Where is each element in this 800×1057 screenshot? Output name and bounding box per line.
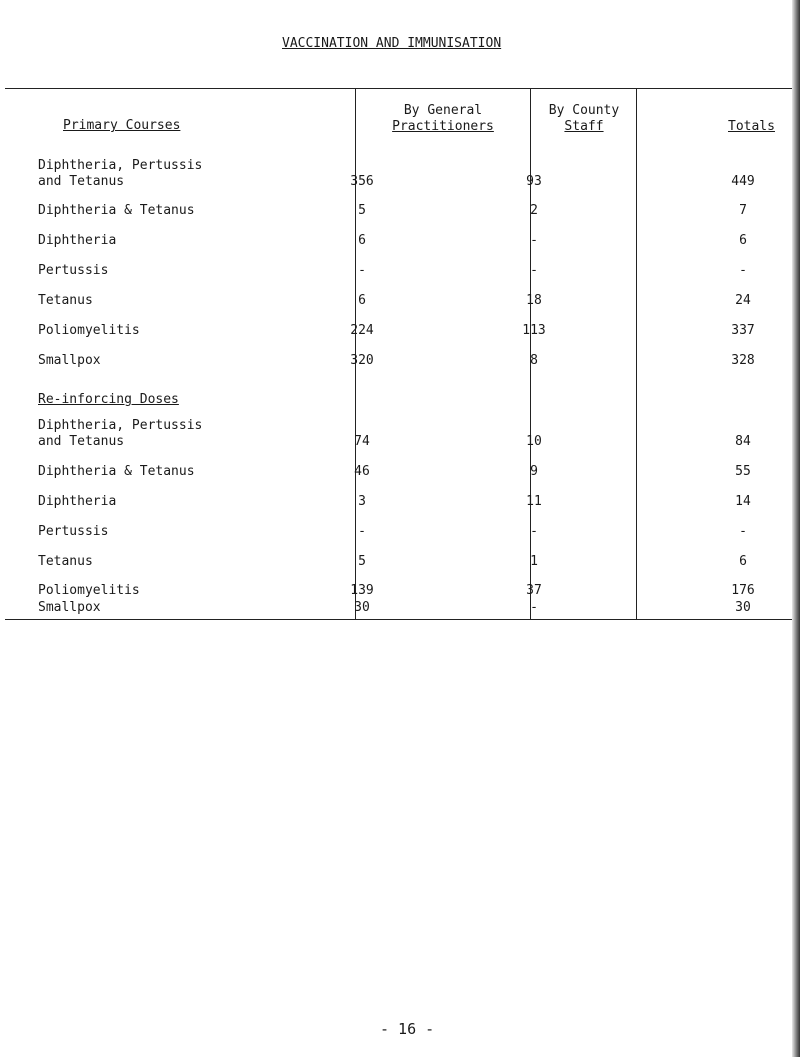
header-totals: Totals	[728, 119, 775, 134]
gp-value: 30	[354, 600, 370, 615]
gp-value: 6	[358, 233, 366, 248]
row-label-line2: and Tetanus	[38, 174, 125, 189]
row-label-line1: Pertussis	[38, 524, 109, 539]
page-title: VACCINATION AND IMMUNISATION	[282, 36, 502, 51]
row-label-line1: Tetanus	[38, 293, 93, 308]
total-value: 24	[735, 293, 751, 308]
gp-value: 5	[358, 203, 366, 218]
row-label-line1: Diphtheria, Pertussis	[38, 158, 203, 173]
gp-value: 320	[350, 353, 374, 368]
county-value: -	[530, 263, 538, 278]
header-cs-line2: Staff	[564, 119, 604, 134]
row-label-line1: Pertussis	[38, 263, 109, 278]
row-label-line1: Smallpox	[38, 600, 101, 615]
total-value: -	[739, 524, 747, 539]
total-value: 6	[739, 233, 747, 248]
total-value: 84	[735, 434, 751, 449]
gp-value: 5	[358, 554, 366, 569]
county-value: 18	[526, 293, 542, 308]
table-bottom-rule	[5, 619, 792, 620]
header-gp-line2: Practitioners	[392, 119, 494, 134]
row-label-line1: Diphtheria & Tetanus	[38, 203, 195, 218]
scan-edge-shadow	[792, 0, 800, 1057]
total-value: 337	[731, 323, 755, 338]
county-value: 11	[526, 494, 542, 509]
county-value: -	[530, 600, 538, 615]
county-value: 93	[526, 174, 542, 189]
total-value: 6	[739, 554, 747, 569]
row-label-line1: Smallpox	[38, 353, 101, 368]
row-label-line1: Poliomyelitis	[38, 583, 140, 598]
header-courses: Primary Courses	[63, 118, 181, 133]
total-value: -	[739, 263, 747, 278]
county-value: 8	[530, 353, 538, 368]
header-gp-line1: By General	[403, 103, 483, 118]
row-label-line2: and Tetanus	[38, 434, 125, 449]
gp-value: 3	[358, 494, 366, 509]
page-number: - 16 -	[380, 1020, 435, 1038]
total-value: 14	[735, 494, 751, 509]
county-value: 2	[530, 203, 538, 218]
gp-value: 139	[350, 583, 374, 598]
header-cs-line1: By County	[548, 103, 620, 118]
row-label-line1: Poliomyelitis	[38, 323, 140, 338]
row-label-line1: Tetanus	[38, 554, 93, 569]
table-top-rule	[5, 88, 792, 89]
county-value: 1	[530, 554, 538, 569]
gp-value: 356	[350, 174, 374, 189]
county-value: 37	[526, 583, 542, 598]
total-value: 55	[735, 464, 751, 479]
reinforcing-heading: Re-inforcing Doses	[38, 392, 179, 407]
row-label-line1: Diphtheria	[38, 494, 117, 509]
row-label-line1: Diphtheria	[38, 233, 117, 248]
county-value: 9	[530, 464, 538, 479]
county-value: -	[530, 233, 538, 248]
total-value: 176	[731, 583, 755, 598]
county-value: 10	[526, 434, 542, 449]
total-value: 328	[731, 353, 755, 368]
gp-value: 6	[358, 293, 366, 308]
vaccination-table	[38, 88, 792, 620]
row-label-line1: Diphtheria, Pertussis	[38, 418, 203, 433]
gp-value: 74	[354, 434, 370, 449]
gp-value: -	[358, 263, 366, 278]
total-value: 449	[731, 174, 755, 189]
total-value: 30	[735, 600, 751, 615]
gp-value: 224	[350, 323, 374, 338]
county-value: -	[530, 524, 538, 539]
total-value: 7	[739, 203, 747, 218]
row-label-line1: Diphtheria & Tetanus	[38, 464, 195, 479]
gp-value: -	[358, 524, 366, 539]
gp-value: 46	[354, 464, 370, 479]
column-divider-3	[636, 88, 637, 620]
county-value: 113	[522, 323, 546, 338]
